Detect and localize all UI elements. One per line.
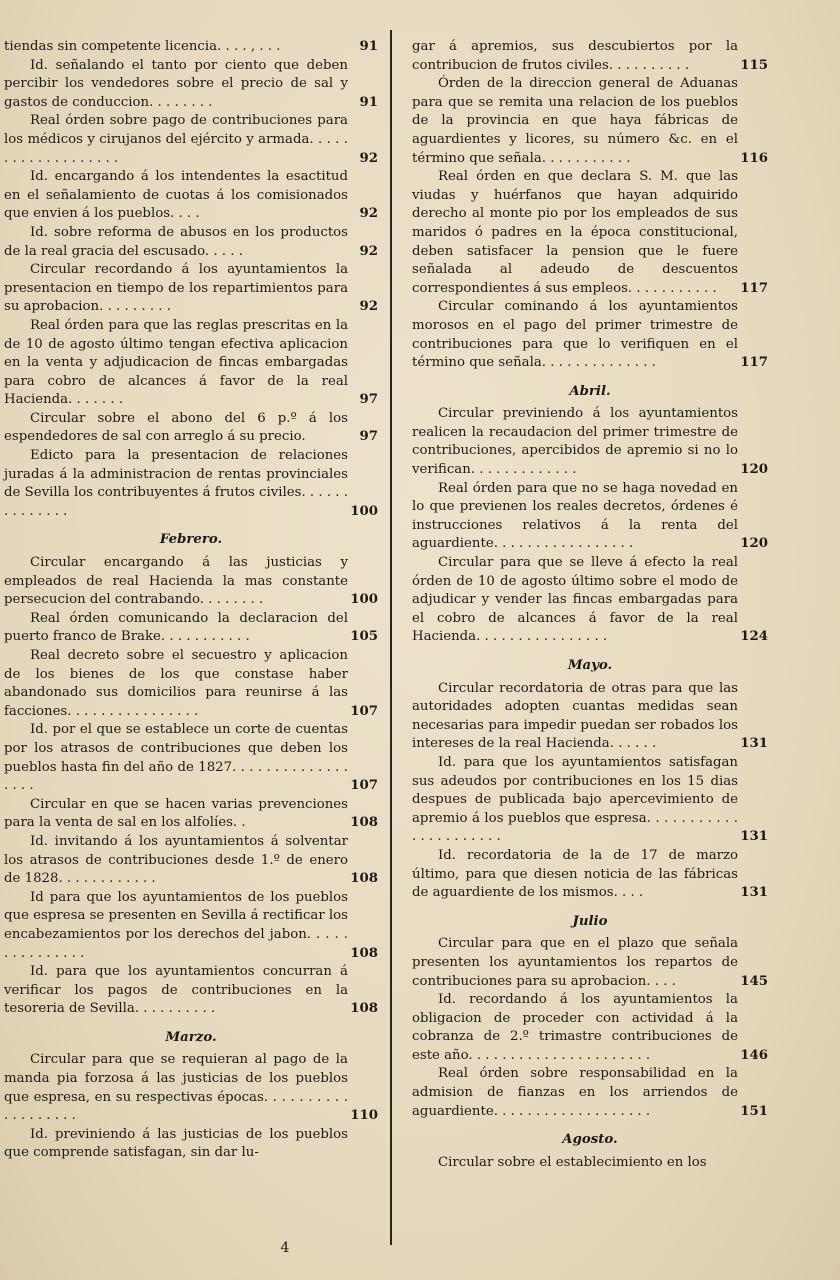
month-heading: Julio (572, 913, 608, 929)
entry-page-ref: 131 (740, 736, 768, 752)
index-entry (412, 38, 768, 75)
entry-page-ref: 100 (350, 592, 378, 608)
index-entry (412, 1065, 768, 1121)
index-entry (4, 168, 378, 224)
month-heading: Agosto. (562, 1132, 618, 1148)
entry-page-ref: 92 (359, 299, 378, 315)
entry-text: Id. recordatoria de la de 17 de marzo último, para que diesen noticia de las fábricas de aguardiente de los mismos. . . . (412, 847, 738, 901)
index-entry (412, 554, 768, 647)
entry-text: Real órden en que declara S. M. que las viudas y huérfanos que hayan adquirido derecho al monte pio por los empleados de sus maridos ó padres en la época constitucional, deben satisfacer la pension que le fuere señalada al adeudo de descuentos correspondientes á sus empleos. . . . . . . . . . . (412, 169, 738, 296)
index-entry (412, 847, 768, 903)
index-entry (4, 317, 378, 410)
entry-text: Circular para que en el plazo que señala presenten los ayuntamientos los repartos de contribuciones para su aprobacion. . . . (412, 936, 738, 989)
entry-page-ref: 108 (350, 1001, 378, 1017)
entry-page-ref: 107 (350, 778, 378, 794)
index-entry (412, 75, 768, 168)
entry-text: Circular para que se requieran al pago de la manda pia forzosa á las justicias de los pueblos que espresa, en su respectivas épocas. . . . . . . . . . . . . . . . . . . (4, 1052, 348, 1124)
entry-text: tiendas sin competente licencia. . . . , . . . (4, 39, 281, 54)
entry-page-ref: 131 (740, 829, 768, 845)
month-heading: Marzo. (165, 1029, 217, 1045)
column-divider (390, 30, 392, 1245)
entry-page-ref: 100 (350, 503, 378, 519)
entry-page-ref: 107 (350, 703, 378, 719)
entry-text: Real órden para que las reglas prescritas en la de 10 de agosto último tengan efectiva aplicacion en la venta y adjudicacion de fincas embargadas para cobro de alcances á favor de la real Hacienda. . . . . . . (4, 317, 348, 408)
index-entry (4, 610, 378, 647)
index-entry (4, 57, 378, 113)
index-entry (4, 1126, 378, 1163)
entry-page-ref: 92 (359, 150, 378, 166)
entry-text: Id. para que los ayuntamientos satisfagan sus adeudos por contribuciones en los 15 dias despues de publicada bajo apercevimiento de apremio á los pueblos que espresa. . . . . . . . . . . . . . . . . . . . . . (412, 754, 738, 845)
entry-text: Circular cominando á los ayuntamientos morosos en el pago del primer trimestre de contribuciones para que lo verifiquen en el término que señala. . . . . . . . . . . . . . (412, 299, 738, 371)
entry-text: Circular para que se lleve á efecto la real órden de 10 de agosto último sobre el modo de adjudicar y vender las fincas embargadas para el cobro de alcances á favor de la real Hacienda. . . . . . . . . . . . . . . . (412, 555, 738, 645)
entry-text: Real órden sobre pago de contribuciones para los médicos y cirujanos del ejército y armada. . . . . . . . . . . . . . . . . . . (4, 113, 348, 166)
entry-page-ref: 146 (740, 1047, 768, 1063)
entry-text: Circular encargando á las justicias y empleados de real Hacienda la mas constante persecucion del contrabando. . . . . . . . (4, 555, 348, 608)
entry-text: Circular sobre el establecimiento en los (438, 1154, 707, 1170)
entry-page-ref: 92 (359, 243, 378, 259)
page-number: 4 (280, 1240, 290, 1256)
entry-page-ref: 120 (740, 462, 768, 478)
entry-text: Circular previniendo á los ayuntamientos realicen la recaudacion del primer trimestre de contribuciones, apercibidos de apremio si no lo verifican. . . . . . . . . . . . . (412, 406, 738, 478)
left-column (4, 38, 378, 1163)
entry-page-ref: 108 (350, 945, 378, 961)
entry-page-ref: 108 (350, 815, 378, 831)
index-entry (412, 1154, 768, 1173)
month-heading: Febrero. (159, 532, 223, 548)
entry-text: Id. señalando el tanto por ciento que deben percibir los vendedores sobre el precio de sal y gastos de conduccion. . . . . . . . (4, 57, 348, 110)
index-entry (4, 721, 378, 795)
entry-page-ref: 97 (359, 429, 378, 445)
entry-page-ref: 110 (350, 1108, 378, 1124)
month-heading: Mayo. (567, 658, 613, 673)
index-entry (4, 38, 378, 57)
entry-page-ref: 92 (359, 206, 378, 222)
right-column (412, 38, 768, 1172)
entry-page-ref: 116 (740, 150, 768, 166)
entry-text: Id. encargando á los intendentes la esactitud en el señalamiento de cuotas á los comisionados que envien á los pueblos. . . . (4, 169, 348, 222)
entry-text: Id. para que los ayuntamientos concurran á verificar los pagos de contribuciones en la tesoreria de Sevilla. . . . . . . . . . (4, 964, 348, 1017)
index-entry (4, 796, 378, 833)
entry-text: Circular sobre el abono del 6 p.º á los espendedores de sal con arreglo á su precio. (4, 410, 348, 445)
index-entry (412, 168, 768, 298)
index-entry (4, 447, 378, 521)
entry-text: Id. por el que se establece un corte de cuentas por los atrasos de contribuciones que deben los pueblos hasta fin del año de 1827. . . . . . . . . . . . . . . . . . (4, 722, 348, 794)
entry-text: Circular en que se hacen varias prevenciones para la venta de sal en los alfolíes. . (4, 796, 348, 831)
index-entry (412, 298, 768, 372)
entry-page-ref: 151 (740, 1103, 768, 1119)
entry-text: Circular recordatoria de otras para que las autoridades adopten cuantas medidas sean necesarias para impedir puedan ser robados los intereses de la real Hacienda. . . . . . (412, 680, 738, 752)
entry-text: Id para que los ayuntamientos de los pueblos que espresa se presenten en Sevilla á rectificar los encabezamientos por los derechos del jabon. . . . . . . . . . . . . . . (4, 889, 348, 961)
entry-text: Circular recordando á los ayuntamientos la presentacion en tiempo de los repartimientos para su aprobacion. . . . . . . . . (4, 262, 348, 315)
entry-text: Real órden para que no se haga novedad en lo que previenen los reales decretos, órdenes é instrucciones relativos á la renta del aguardiente. . . . . . . . . . . . . . . . . (412, 480, 738, 552)
entry-text: Edicto para la presentacion de relaciones juradas á la administracion de rentas provinciales de Sevilla los contribuyentes á frutos civiles. . . . . . . . . . . . . . (4, 448, 348, 519)
entry-text: Real órden comunicando la declaracion del puerto franco de Brake. . . . . . . . . . . (4, 610, 348, 645)
entry-text: Id. previniendo á las justicias de los pueblos que comprende satisfagan, sin dar lu- (4, 1126, 348, 1161)
entry-page-ref: 124 (740, 629, 768, 645)
index-entry (412, 935, 768, 991)
entry-text: Id. recordando á los ayuntamientos la obligacion de proceder con actividad á la cobranza de 2.º trimastre contribuciones de este año. . . . . . . . . . . . . . . . . . . . . . (412, 992, 738, 1063)
index-entry (4, 224, 378, 261)
index-entry (4, 833, 378, 889)
index-entry (412, 754, 768, 847)
entry-page-ref: 120 (740, 536, 768, 552)
entry-page-ref: 91 (359, 39, 378, 54)
month-heading: Abril. (569, 383, 611, 399)
entry-page-ref: 115 (740, 57, 768, 73)
entry-text: Id. invitando á los ayuntamientos á solventar los atrasos de contribuciones desde 1.º de enero de 1828. . . . . . . . . . . . (4, 833, 348, 887)
entry-text: gar á apremios, sus descubiertos por la contribucion de frutos civiles. . . . . . . . . . (412, 39, 738, 73)
entry-page-ref: 105 (350, 629, 378, 645)
entry-page-ref: 91 (359, 94, 378, 110)
entry-page-ref: 145 (740, 973, 768, 989)
index-entry (4, 647, 378, 721)
index-entry (4, 554, 378, 610)
entry-page-ref: 108 (350, 871, 378, 887)
entry-page-ref: 117 (740, 280, 768, 296)
index-entry (412, 680, 768, 754)
index-entry (4, 889, 378, 963)
entry-text: Órden de la direccion general de Aduanas para que se remita una relacion de los pueblos de la provincia en que haya fábricas de aguardientes y licores, su número &c. en el término que señala. . . . . . . . . . . (412, 76, 738, 166)
index-entry (4, 410, 378, 447)
index-entry (412, 991, 768, 1065)
index-entry (412, 480, 768, 554)
entry-page-ref: 131 (740, 885, 768, 901)
entry-page-ref: 117 (740, 355, 768, 371)
index-entry (412, 405, 768, 479)
entry-page-ref: 97 (359, 392, 378, 408)
entry-text: Real órden sobre responsabilidad en la admision de fianzas en los arriendos de aguardiente. . . . . . . . . . . . . . . . . . . (412, 1066, 738, 1119)
index-entry (4, 112, 378, 168)
entry-text: Real decreto sobre el secuestro y aplicacion de los bienes de los que constase haber abandonado sus domicilios para reunirse á las facciones. . . . . . . . . . . . . . . . (4, 648, 348, 719)
index-entry (4, 1051, 378, 1125)
index-entry (4, 963, 378, 1019)
entry-text: Id. sobre reforma de abusos en los productos de la real gracia del escusado. . . . . (4, 224, 348, 259)
index-entry (4, 261, 378, 317)
